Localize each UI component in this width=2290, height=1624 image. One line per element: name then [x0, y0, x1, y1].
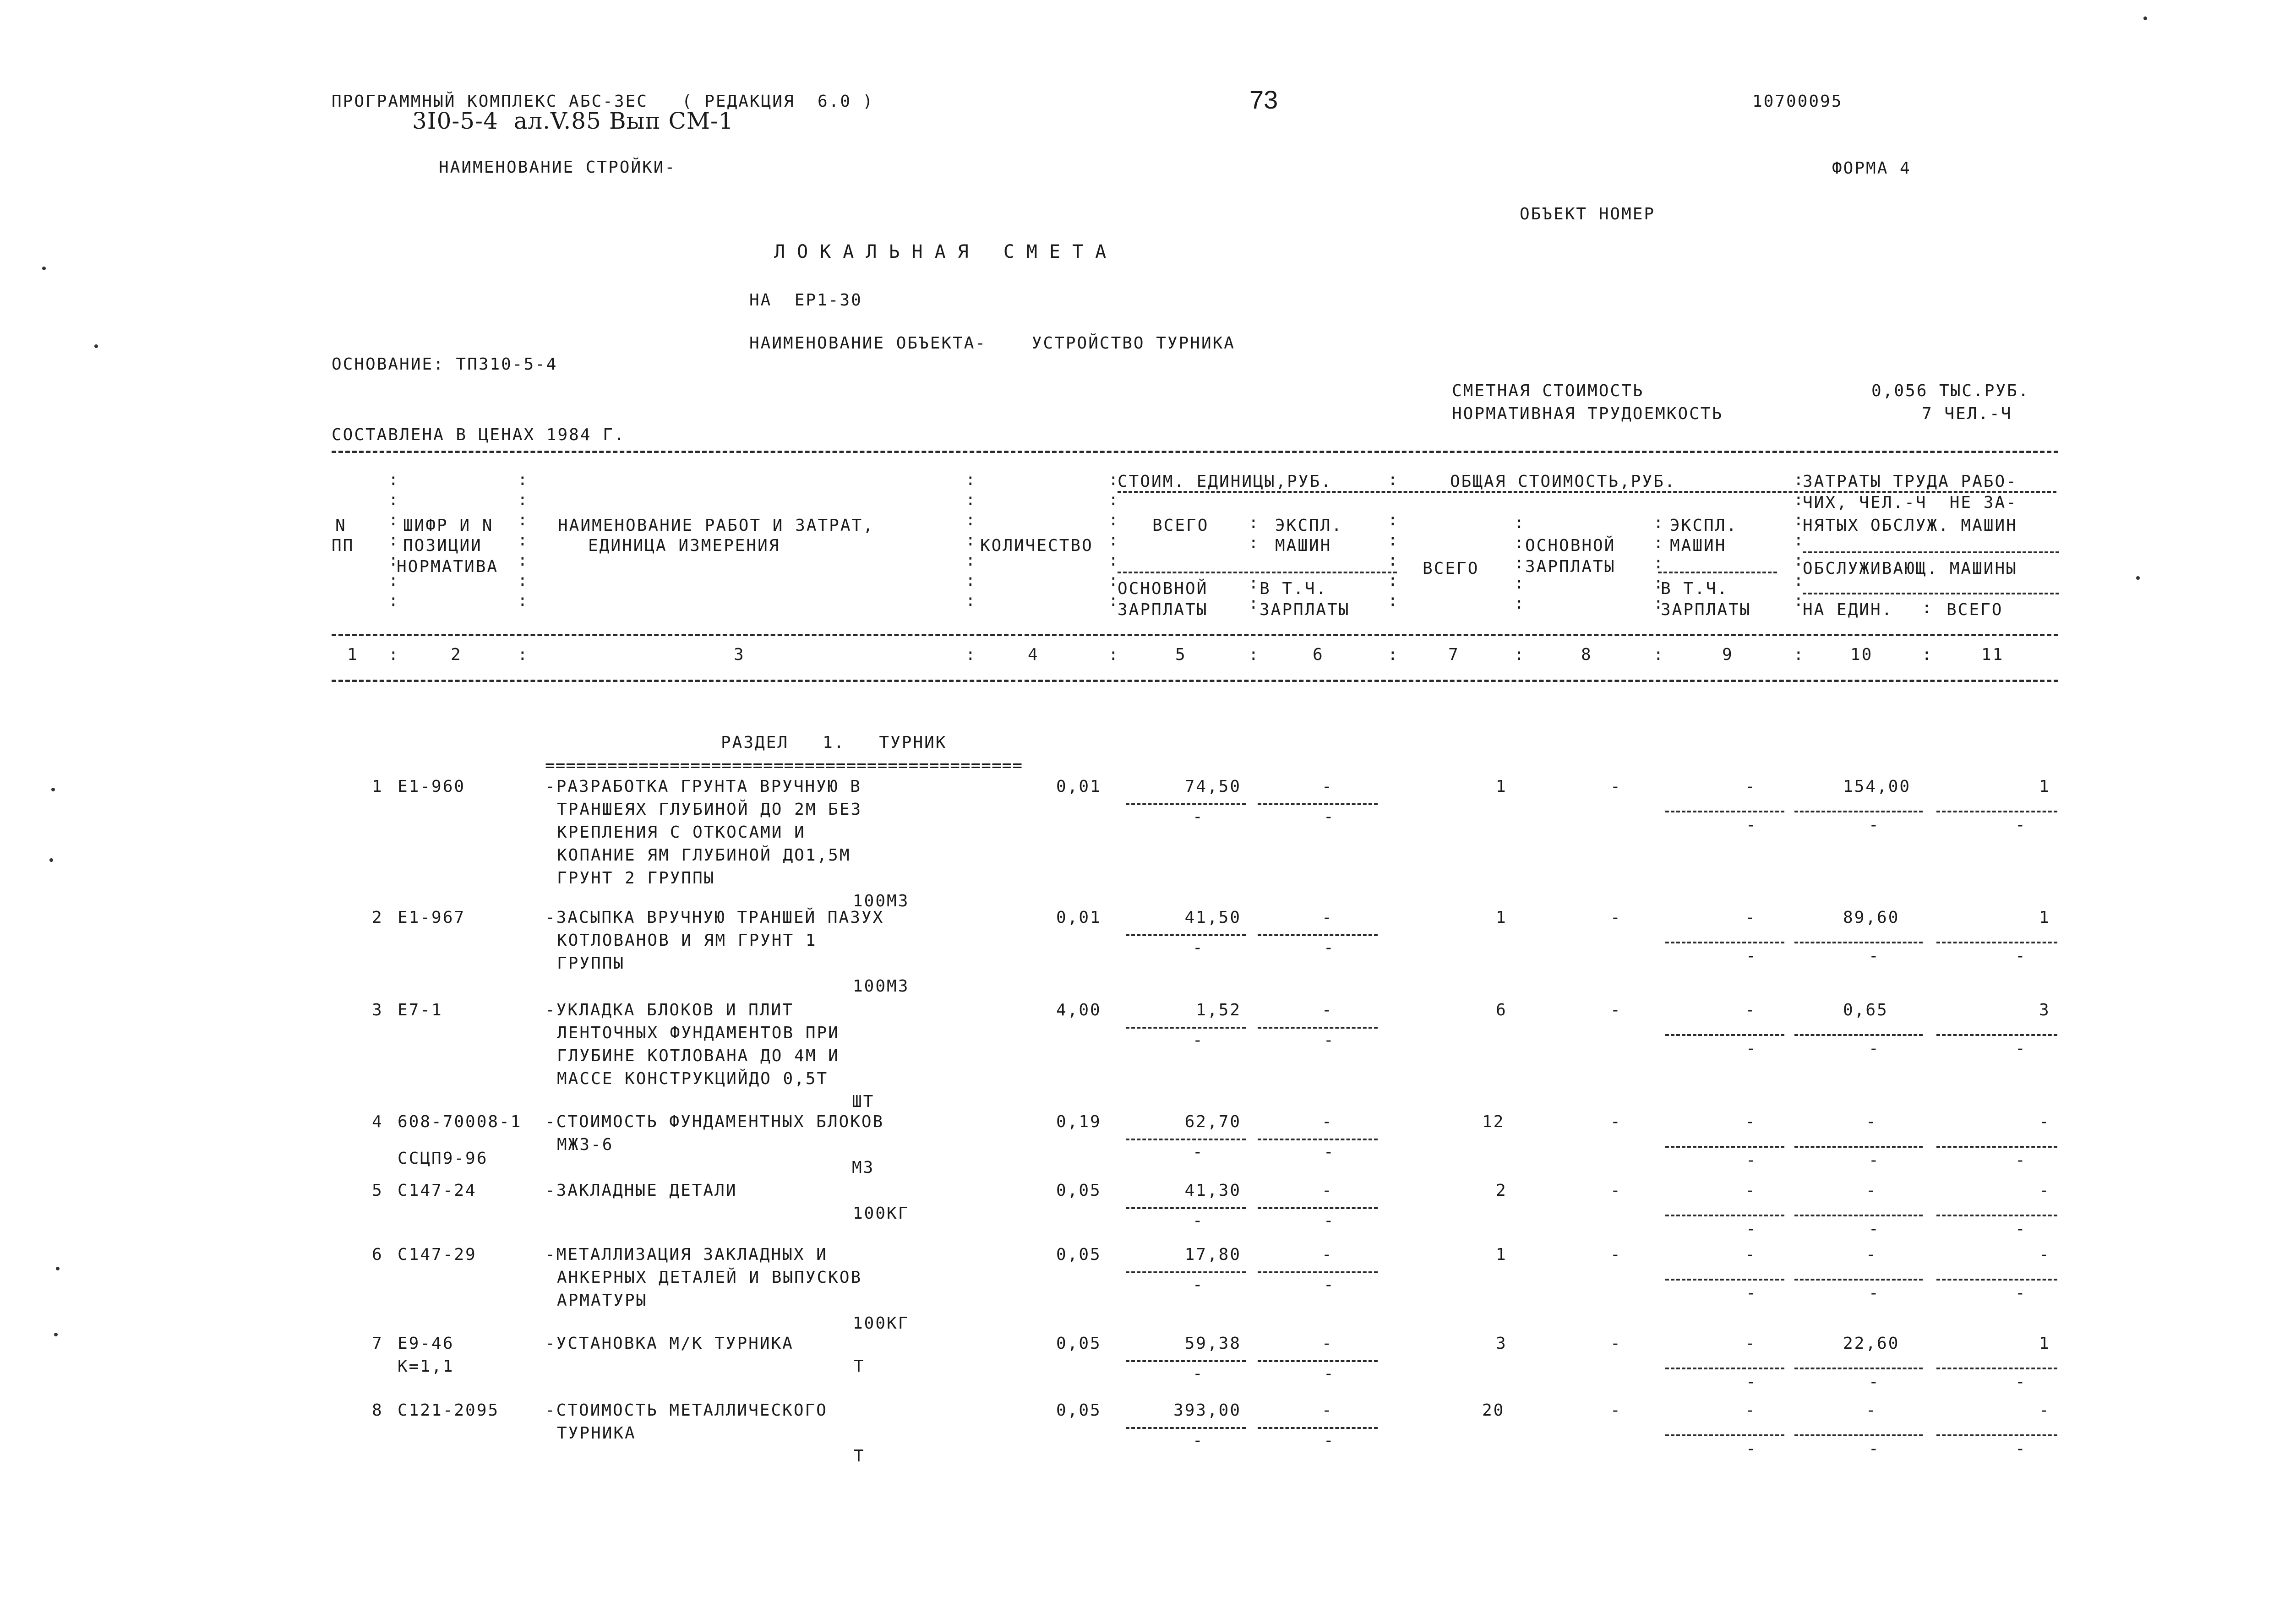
row-description: -УСТАНОВКА М/К ТУРНИКА — [545, 1334, 794, 1353]
row-unit-machines: - — [1322, 1112, 1333, 1131]
row-unit-price: 393,00 — [1173, 1401, 1241, 1420]
row-unit-machines: - — [1322, 1401, 1333, 1420]
row-total-wage: - — [1610, 908, 1622, 927]
column-separator: : : : : : : : — [388, 470, 398, 610]
col-name: НАИМЕНОВАНИЕ РАБОТ И ЗАТРАТ, — [558, 516, 874, 535]
subtotal-underline — [1258, 1271, 1378, 1273]
column-separator: : — [1922, 645, 1932, 664]
header-sub-rule — [1118, 491, 2056, 493]
empty-value-mark: - — [1869, 1373, 1879, 1391]
row-labor-per-unit: 0,65 — [1843, 1001, 1888, 1019]
row-description: МАССЕ КОНСТРУКЦИЙДО 0,5Т — [557, 1069, 829, 1088]
empty-value-mark: - — [1746, 816, 1756, 834]
empty-value-mark: - — [1193, 1364, 1203, 1383]
row-unit: 100КГ — [853, 1204, 910, 1223]
column-separator: : — [1922, 599, 1932, 617]
row-total-wage: - — [1610, 1112, 1622, 1131]
row-total-wage: - — [1610, 1245, 1622, 1264]
empty-value-mark: - — [1869, 1439, 1879, 1458]
column-separator: : — [1249, 645, 1259, 664]
row-unit-price: 1,52 — [1196, 1001, 1241, 1019]
labor-header: ЗАТРАТЫ ТРУДА РАБО- — [1803, 472, 2017, 491]
subtotal-underline — [1665, 1434, 1784, 1436]
empty-value-mark: - — [1193, 1431, 1203, 1450]
row-labor-per-unit: - — [1866, 1245, 1877, 1264]
row-unit-price: 74,50 — [1184, 777, 1241, 796]
colnum: 6 — [1313, 645, 1324, 664]
col-name-2: ЕДИНИЦА ИЗМЕРЕНИЯ — [588, 536, 780, 555]
empty-value-mark: - — [2015, 1439, 2025, 1458]
empty-value-mark: - — [1746, 1373, 1756, 1391]
subtotal-underline — [1936, 811, 2057, 812]
labor-intensity-value: 7 ЧЕЛ.-Ч — [1922, 404, 2012, 423]
subtotal-underline — [1936, 942, 2057, 943]
column-separator: : : : : : : : — [965, 470, 976, 610]
row-number: 1 — [372, 777, 383, 796]
row-labor-total: - — [2039, 1401, 2050, 1420]
subtotal-underline — [1126, 1139, 1246, 1140]
row-code: Е9-46 — [398, 1334, 454, 1353]
subtotal-underline — [1126, 1271, 1246, 1273]
empty-value-mark: - — [1193, 1275, 1203, 1294]
subtotal-underline — [1665, 1034, 1784, 1036]
column-separator: : : : : : : : — [1108, 470, 1118, 610]
labor-total: ВСЕГО — [1946, 600, 2003, 619]
row-unit-machines: - — [1322, 1245, 1333, 1264]
row-unit-machines: - — [1322, 1001, 1333, 1019]
row-unit: М3 — [852, 1158, 875, 1177]
row-total-machines: - — [1745, 777, 1756, 796]
colnum: 4 — [1028, 645, 1039, 664]
row-total-machines: - — [1745, 908, 1756, 927]
subtotal-underline — [1936, 1034, 2057, 1036]
empty-value-mark: - — [1869, 947, 1879, 965]
col-quantity: КОЛИЧЕСТВО — [980, 536, 1093, 555]
empty-value-mark: - — [1193, 1211, 1203, 1230]
empty-value-mark: - — [1869, 1284, 1879, 1302]
row-labor-per-unit: 154,00 — [1843, 777, 1911, 796]
row-quantity: 0,01 — [1056, 777, 1101, 796]
row-code-extra: ССЦП9-96 — [398, 1149, 488, 1168]
estimated-cost-value: 0,056 ТЫС.РУБ. — [1871, 381, 2030, 400]
row-quantity: 4,00 — [1056, 1001, 1101, 1019]
row-quantity: 0,05 — [1056, 1334, 1101, 1353]
labor-header-3: НЯТЫХ ОБСЛУЖ. МАШИН — [1803, 516, 2017, 535]
labor-header-4: ОБСЛУЖИВАЮЩ. МАШИНЫ — [1803, 559, 2017, 578]
object-name: НАИМЕНОВАНИЕ ОБЪЕКТА- УСТРОЙСТВО ТУРНИКА — [749, 334, 1235, 353]
section-underline: ============================================== — [545, 756, 1023, 775]
program-title: ПРОГРАММНЫЙ КОМПЛЕКС АБС-3ЕС ( РЕДАКЦИЯ 6.0 ) — [332, 92, 874, 111]
uc-wage: ОСНОВНОЙ — [1118, 579, 1208, 598]
row-description: ТУРНИКА — [557, 1424, 636, 1443]
subtotal-underline — [1794, 811, 1923, 812]
row-description: КОПАНИЕ ЯМ ГЛУБИНОЙ ДО1,5М — [557, 846, 851, 865]
scan-speck — [2143, 16, 2147, 20]
empty-value-mark: - — [1746, 1439, 1756, 1458]
uc-incl-2: ЗАРПЛАТЫ — [1260, 600, 1350, 619]
empty-value-mark: - — [1746, 1151, 1756, 1170]
subtotal-underline — [1936, 1215, 2057, 1216]
header-sub-rule — [1803, 551, 2059, 553]
subtotal-underline — [1665, 1368, 1784, 1369]
row-labor-total: 1 — [2039, 777, 2050, 796]
colnum: 3 — [734, 645, 745, 664]
row-description: -РАЗРАБОТКА ГРУНТА ВРУЧНУЮ В — [545, 777, 861, 796]
row-labor-per-unit: 22,60 — [1843, 1334, 1900, 1353]
row-number: 5 — [372, 1181, 383, 1200]
row-unit-machines: - — [1322, 908, 1333, 927]
empty-value-mark: - — [1324, 1031, 1334, 1050]
row-unit-price: 62,70 — [1184, 1112, 1241, 1131]
subtotal-underline — [1258, 1027, 1378, 1029]
column-separator: : : : : : : : — [1794, 470, 1804, 610]
colnum: 11 — [1981, 645, 2004, 664]
row-unit: Т — [854, 1447, 865, 1466]
row-total-wage: - — [1610, 1401, 1622, 1420]
row-total-machines: - — [1745, 1001, 1756, 1019]
scan-speck — [94, 344, 98, 348]
row-total: 1 — [1496, 908, 1507, 927]
tc-wage: ОСНОВНОЙ — [1525, 536, 1616, 555]
col-code: ШИФР И N — [403, 516, 494, 535]
subtotal-underline — [1794, 1034, 1923, 1036]
subtotal-underline — [1665, 1215, 1784, 1216]
subtotal-underline — [1936, 1279, 2057, 1281]
page-number: 73 — [1249, 85, 1278, 114]
row-total: 6 — [1496, 1001, 1507, 1019]
empty-value-mark: - — [1869, 816, 1879, 834]
empty-value-mark: - — [2015, 1373, 2025, 1391]
col-n: N — [335, 516, 347, 535]
scan-speck — [49, 858, 53, 862]
unit-cost-header: СТОИМ. ЕДИНИЦЫ,РУБ. — [1118, 472, 1332, 491]
row-code: С121-2095 — [398, 1401, 500, 1420]
header-sub-rule — [1658, 572, 1777, 573]
row-quantity: 0,05 — [1056, 1245, 1101, 1264]
row-code: Е7-1 — [398, 1001, 443, 1019]
column-separator: : — [965, 645, 976, 664]
row-unit-price: 41,50 — [1184, 908, 1241, 927]
row-total-machines: - — [1745, 1181, 1756, 1200]
column-separator: : — [1794, 645, 1804, 664]
scan-speck — [56, 1267, 60, 1270]
header-bottom-rule — [332, 634, 2058, 636]
empty-value-mark: - — [1746, 947, 1756, 965]
row-total-machines: - — [1745, 1401, 1756, 1420]
empty-value-mark: - — [2015, 947, 2025, 965]
row-description: МЖ3-6 — [557, 1135, 614, 1154]
empty-value-mark: - — [1869, 1039, 1879, 1058]
total-cost-header: ОБЩАЯ СТОИМОСТЬ,РУБ. — [1450, 472, 1676, 491]
empty-value-mark: - — [1324, 938, 1334, 957]
row-total: 3 — [1496, 1334, 1507, 1353]
estimated-cost-label: СМЕТНАЯ СТОИМОСТЬ — [1452, 381, 1644, 400]
column-separator: : : : : : — [1653, 513, 1663, 613]
row-description: ЛЕНТОЧНЫХ ФУНДАМЕНТОВ ПРИ — [557, 1024, 840, 1042]
scan-speck — [42, 267, 46, 270]
row-unit-machines: - — [1322, 777, 1333, 796]
row-quantity: 0,01 — [1056, 908, 1101, 927]
scan-speck — [2136, 576, 2140, 580]
subtotal-underline — [1794, 942, 1923, 943]
row-labor-per-unit: - — [1866, 1401, 1877, 1420]
column-separator: : — [1388, 645, 1398, 664]
row-description: ГРУППЫ — [557, 954, 625, 973]
row-description: -УКЛАДКА БЛОКОВ И ПЛИТ — [545, 1001, 794, 1019]
construction-name-label: НАИМЕНОВАНИЕ СТРОЙКИ- — [439, 158, 676, 177]
uc-wage-2: ЗАРПЛАТЫ — [1118, 600, 1208, 619]
subtotal-underline — [1665, 1279, 1784, 1281]
empty-value-mark: - — [1324, 1431, 1334, 1450]
empty-value-mark: - — [2015, 1284, 2025, 1302]
empty-value-mark: - — [1324, 1364, 1334, 1383]
uc-incl: В Т.Ч. — [1260, 579, 1328, 598]
row-total: 20 — [1482, 1401, 1505, 1420]
subtotal-underline — [1936, 1434, 2057, 1436]
colnum: 8 — [1581, 645, 1592, 664]
row-description: -СТОИМОСТЬ МЕТАЛЛИЧЕСКОГО — [545, 1401, 828, 1420]
column-separator: : — [518, 645, 528, 664]
tc-machines: ЭКСПЛ. — [1670, 516, 1738, 535]
empty-value-mark: - — [2015, 1220, 2025, 1238]
column-separator: : — [1108, 645, 1118, 664]
row-total: 1 — [1496, 777, 1507, 796]
row-labor-per-unit: - — [1866, 1112, 1877, 1131]
subtotal-underline — [1794, 1215, 1923, 1216]
colnum: 10 — [1850, 645, 1873, 664]
subtotal-underline — [1258, 934, 1378, 936]
column-separator: : : : : : — [1514, 513, 1524, 613]
row-quantity: 0,05 — [1056, 1181, 1101, 1200]
row-code: Е1-967 — [398, 908, 466, 927]
row-total-wage: - — [1610, 777, 1622, 796]
row-total: 1 — [1496, 1245, 1507, 1264]
scan-speck — [51, 788, 55, 791]
row-unit: Т — [854, 1357, 865, 1376]
row-total-wage: - — [1610, 1001, 1622, 1019]
row-total-machines: - — [1745, 1245, 1756, 1264]
subtotal-underline — [1665, 811, 1784, 812]
subtotal-underline — [1794, 1146, 1923, 1148]
document-title: ЛОКАЛЬНАЯ СМЕТА — [774, 241, 1118, 262]
empty-value-mark: - — [1746, 1284, 1756, 1302]
subtotal-underline — [1936, 1368, 2057, 1369]
empty-value-mark: - — [1324, 1211, 1334, 1230]
subtotal-underline — [1126, 1027, 1246, 1029]
empty-value-mark: - — [1324, 1275, 1334, 1294]
subtotal-underline — [1665, 942, 1784, 943]
form-number: ФОРМА 4 — [1832, 159, 1911, 178]
row-code: Е1-960 — [398, 777, 466, 796]
row-description: ГЛУБИНЕ КОТЛОВАНА ДО 4М И — [557, 1046, 840, 1065]
subtotal-underline — [1258, 1360, 1378, 1362]
row-description: АНКЕРНЫХ ДЕТАЛЕЙ И ВЫПУСКОВ — [557, 1268, 862, 1287]
row-total-machines: - — [1745, 1334, 1756, 1353]
row-code: С147-29 — [398, 1245, 477, 1264]
tc-incl: В Т.Ч. — [1661, 579, 1729, 598]
empty-value-mark: - — [1324, 807, 1334, 826]
uc-machines-2: МАШИН — [1275, 536, 1332, 555]
table-top-rule — [332, 451, 2058, 453]
uc-total: ВСЕГО — [1152, 516, 1209, 535]
row-total-wage: - — [1610, 1334, 1622, 1353]
colnum: 2 — [451, 645, 462, 664]
row-total: 2 — [1496, 1181, 1507, 1200]
row-unit-price: 59,38 — [1184, 1334, 1241, 1353]
col-n-2: ПП — [332, 536, 354, 555]
labor-header-2: ЧИХ, ЧЕЛ.-Ч НЕ ЗА- — [1803, 493, 2017, 512]
subtotal-underline — [1126, 803, 1246, 805]
row-labor-total: 3 — [2039, 1001, 2050, 1019]
labor-per-unit: НА ЕДИН. — [1803, 600, 1893, 619]
row-number: 2 — [372, 908, 383, 927]
tc-incl-2: ЗАРПЛАТЫ — [1661, 600, 1751, 619]
empty-value-mark: - — [1869, 1151, 1879, 1170]
row-description: ГРУНТ 2 ГРУППЫ — [557, 869, 715, 888]
empty-value-mark: - — [1193, 807, 1203, 826]
row-code-extra: К=1,1 — [398, 1357, 454, 1376]
subtotal-underline — [1665, 1146, 1784, 1148]
row-unit-price: 41,30 — [1184, 1181, 1241, 1200]
uc-machines: ЭКСПЛ. — [1275, 516, 1343, 535]
row-number: 3 — [372, 1001, 383, 1019]
row-unit-machines: - — [1322, 1334, 1333, 1353]
subtotal-underline — [1258, 1427, 1378, 1429]
column-separator: : — [388, 645, 398, 664]
empty-value-mark: - — [1746, 1220, 1756, 1238]
subtotal-underline — [1258, 803, 1378, 805]
row-description: -ЗАСЫПКА ВРУЧНУЮ ТРАНШЕЙ ПАЗУХ — [545, 908, 884, 927]
subtotal-underline — [1126, 1207, 1246, 1209]
empty-value-mark: - — [2015, 816, 2025, 834]
estimate-for: НА ЕР1-30 — [749, 291, 862, 310]
row-number: 8 — [372, 1401, 383, 1420]
handwritten-note: 3I0-5-4 ал.V.85 Вып СМ-1 — [412, 108, 734, 134]
column-separator: : : : : — [1249, 513, 1259, 613]
empty-value-mark: - — [1193, 1031, 1203, 1050]
row-unit-machines: - — [1322, 1181, 1333, 1200]
basis: ОСНОВАНИЕ: ТП310-5-4 — [332, 355, 558, 374]
subtotal-underline — [1258, 1207, 1378, 1209]
row-quantity: 0,05 — [1056, 1401, 1101, 1420]
empty-value-mark: - — [1324, 1143, 1334, 1161]
row-description: -ЗАКЛАДНЫЕ ДЕТАЛИ — [545, 1181, 737, 1200]
subtotal-underline — [1936, 1146, 2057, 1148]
row-labor-per-unit: 89,60 — [1843, 908, 1900, 927]
empty-value-mark: - — [1869, 1220, 1879, 1238]
row-quantity: 0,19 — [1056, 1112, 1101, 1131]
empty-value-mark: - — [2015, 1039, 2025, 1058]
row-description: АРМАТУРЫ — [557, 1291, 648, 1310]
row-labor-total: - — [2039, 1112, 2050, 1131]
empty-value-mark: - — [1193, 1143, 1203, 1161]
colnum: 5 — [1175, 645, 1187, 664]
header-sub-rule — [1803, 593, 2059, 594]
price-basis: СОСТАВЛЕНА В ЦЕНАХ 1984 Г. — [332, 425, 626, 444]
subtotal-underline — [1794, 1368, 1923, 1369]
col-code-2: ПОЗИЦИИ — [403, 536, 482, 555]
row-number: 4 — [372, 1112, 383, 1131]
scan-speck — [54, 1333, 58, 1336]
row-unit: ШТ — [852, 1092, 875, 1111]
row-description: ТРАНШЕЯХ ГЛУБИНОЙ ДО 2М БЕЗ — [557, 800, 862, 819]
row-description: КОТЛОВАНОВ И ЯМ ГРУНТ 1 — [557, 931, 817, 950]
row-labor-total: 1 — [2039, 908, 2050, 927]
row-total: 12 — [1482, 1112, 1505, 1131]
row-total-wage: - — [1610, 1181, 1622, 1200]
tc-wage-2: ЗАРПЛАТЫ — [1525, 557, 1616, 576]
row-unit-price: 17,80 — [1184, 1245, 1241, 1264]
tc-total: ВСЕГО — [1423, 559, 1479, 578]
subtotal-underline — [1794, 1434, 1923, 1436]
subtotal-underline — [1794, 1279, 1923, 1281]
row-description: -СТОИМОСТЬ ФУНДАМЕНТНЫХ БЛОКОВ — [545, 1112, 884, 1131]
colnum: 9 — [1722, 645, 1734, 664]
document-code: 10700095 — [1752, 92, 1843, 111]
row-labor-total: 1 — [2039, 1334, 2050, 1353]
column-separator: : : : : : : — [1388, 470, 1398, 610]
labor-intensity-label: НОРМАТИВНАЯ ТРУДОЕМКОСТЬ — [1452, 404, 1723, 423]
row-total-machines: - — [1745, 1112, 1756, 1131]
column-numbers-bottom-rule — [332, 680, 2058, 682]
column-separator: : — [1514, 645, 1524, 664]
row-code: С147-24 — [398, 1181, 477, 1200]
row-description: -МЕТАЛЛИЗАЦИЯ ЗАКЛАДНЫХ И — [545, 1245, 828, 1264]
empty-value-mark: - — [2015, 1151, 2025, 1170]
row-unit: 100М3 — [853, 977, 910, 996]
colnum: 1 — [347, 645, 359, 664]
subtotal-underline — [1126, 934, 1246, 936]
row-unit: 100М3 — [853, 892, 910, 910]
row-unit: 100КГ — [853, 1314, 910, 1333]
row-description: КРЕПЛЕНИЯ С ОТКОСАМИ И — [557, 823, 806, 842]
row-number: 7 — [372, 1334, 383, 1353]
object-number-label: ОБЪЕКТ НОМЕР — [1520, 205, 1656, 223]
column-separator: : — [1653, 645, 1663, 664]
row-labor-total: - — [2039, 1181, 2050, 1200]
row-labor-per-unit: - — [1866, 1181, 1877, 1200]
subtotal-underline — [1258, 1139, 1378, 1140]
colnum: 7 — [1448, 645, 1460, 664]
empty-value-mark: - — [1193, 938, 1203, 957]
row-labor-total: - — [2039, 1245, 2050, 1264]
row-code: 608-70008-1 — [398, 1112, 522, 1131]
col-code-3: НОРМАТИВА — [397, 557, 499, 576]
column-separator: : : : : : : : — [518, 470, 528, 610]
subtotal-underline — [1126, 1427, 1246, 1429]
row-number: 6 — [372, 1245, 383, 1264]
subtotal-underline — [1126, 1360, 1246, 1362]
section-title: РАЗДЕЛ 1. ТУРНИК — [721, 733, 947, 752]
tc-machines-2: МАШИН — [1670, 536, 1727, 555]
empty-value-mark: - — [1746, 1039, 1756, 1058]
